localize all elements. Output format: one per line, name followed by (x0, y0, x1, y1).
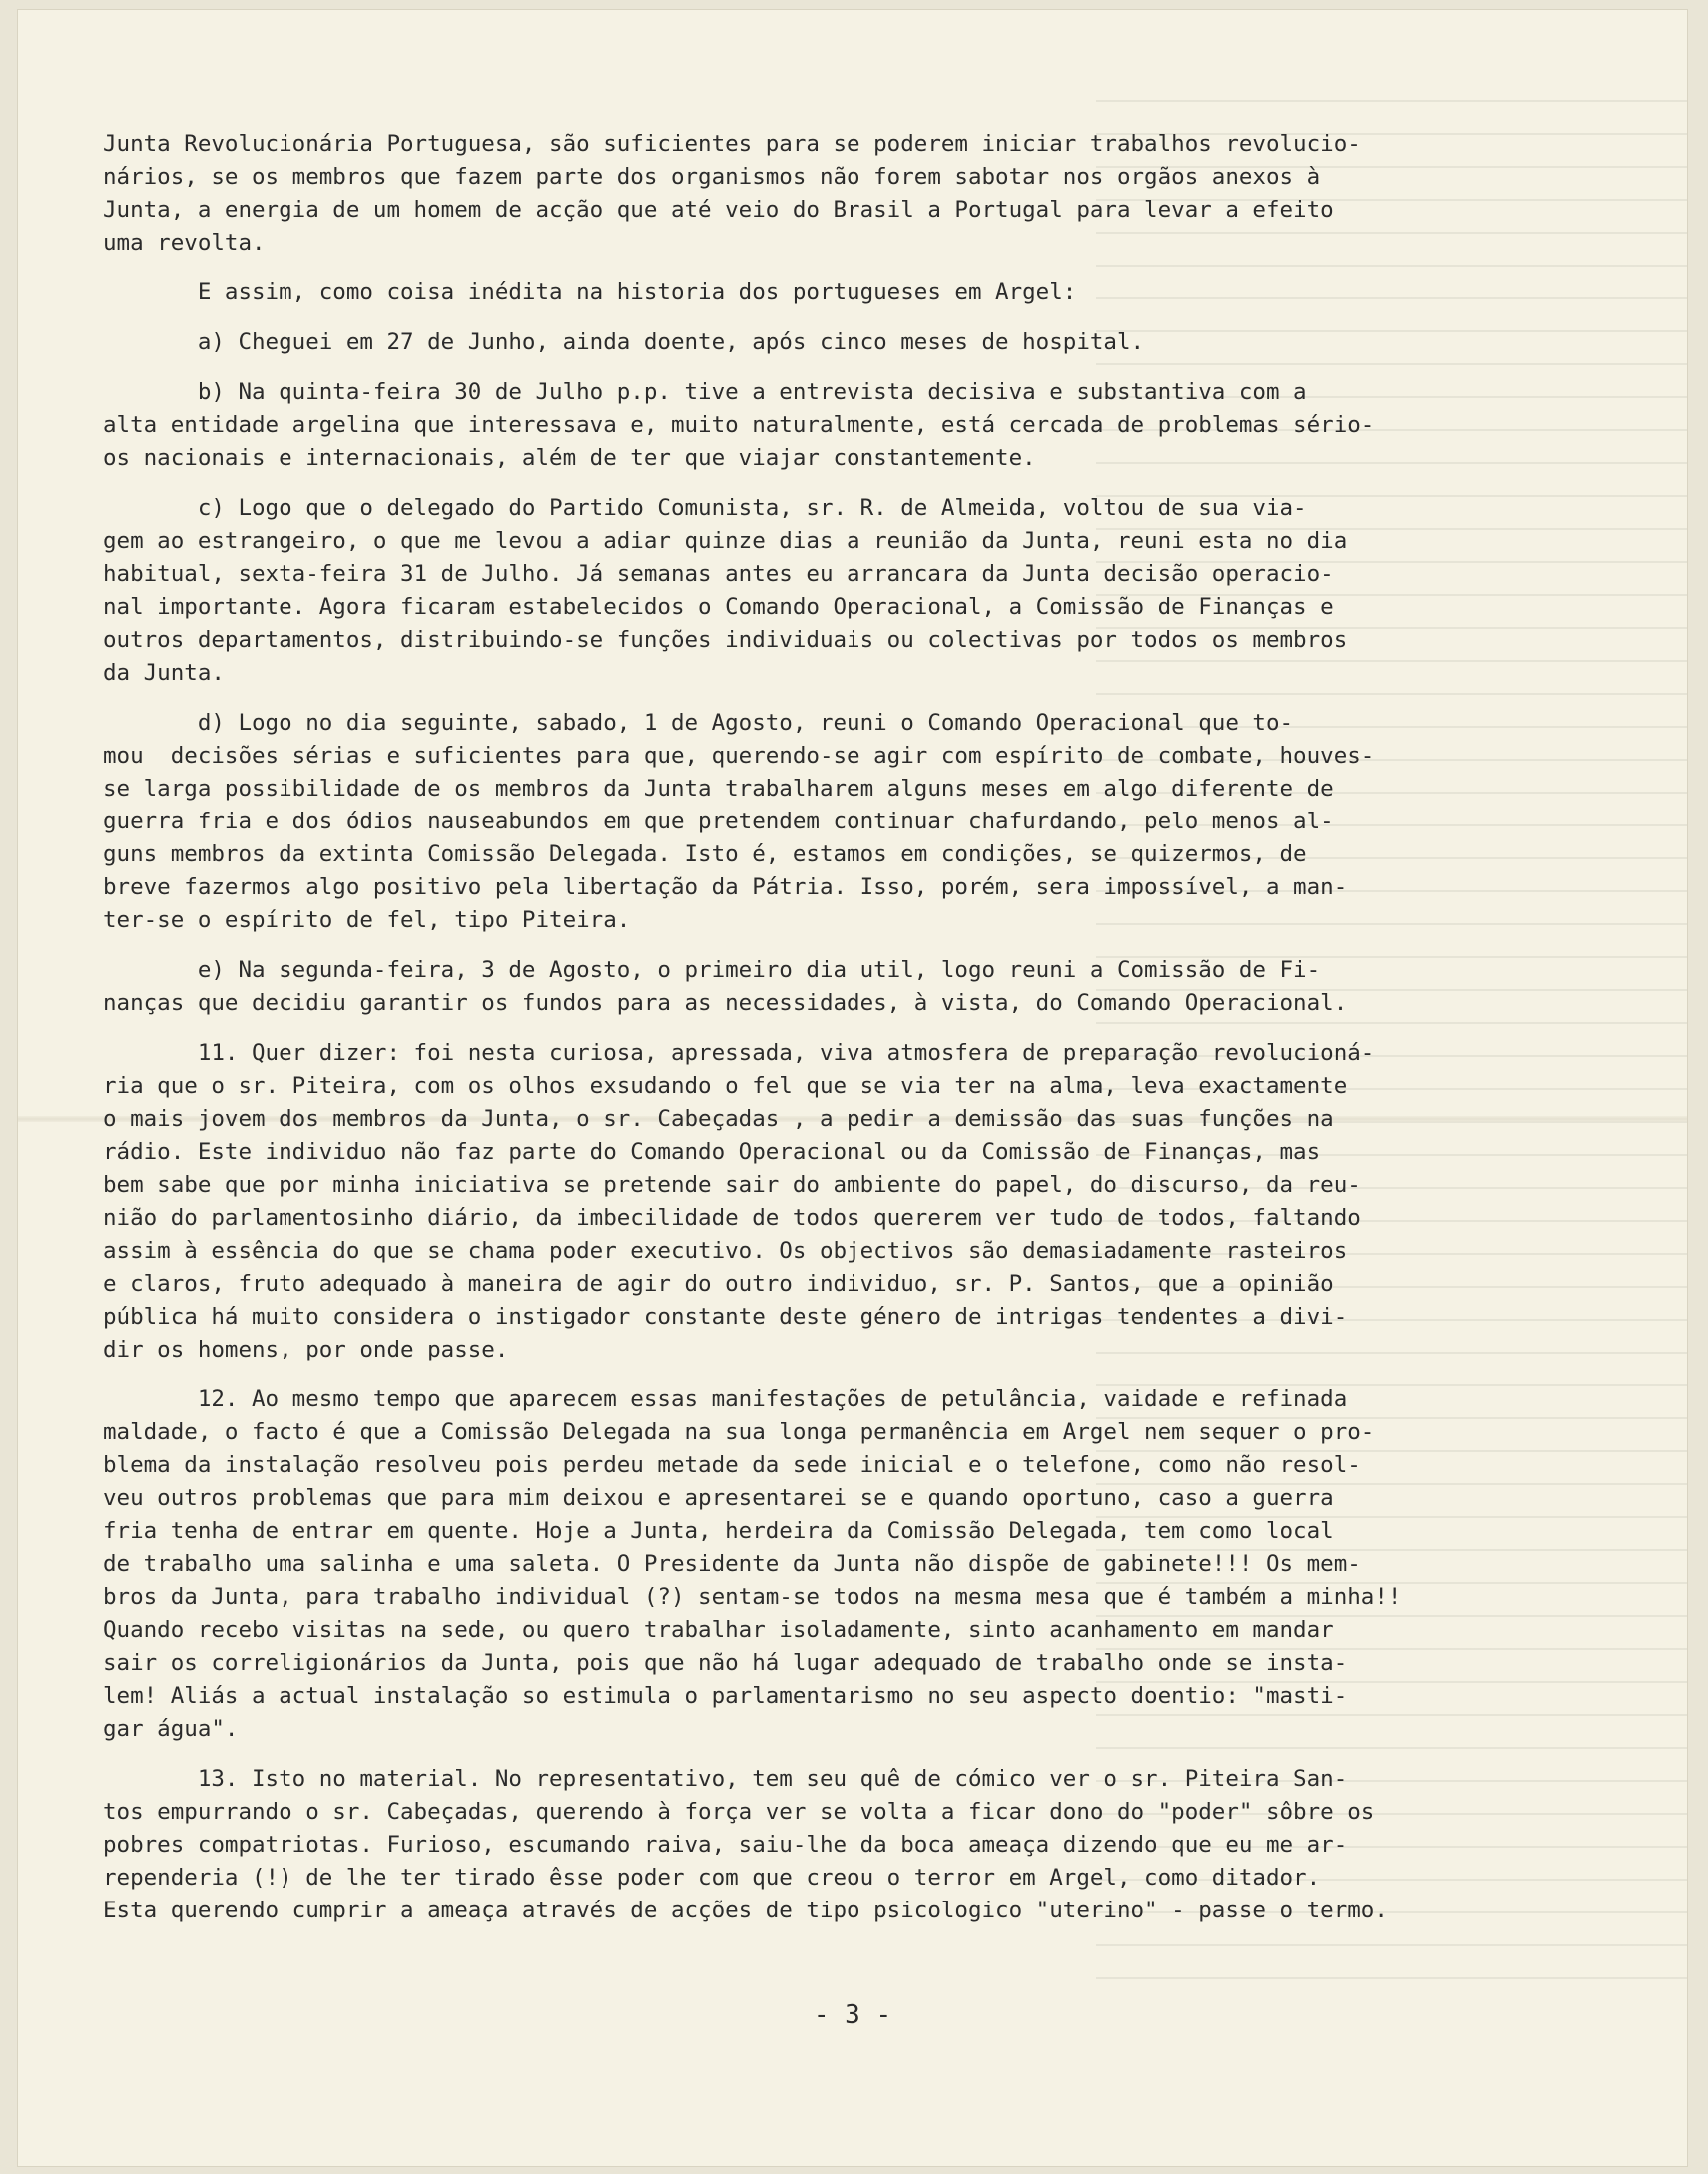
document-body (103, 128, 1610, 1944)
paragraph-e: e) Na segunda-feira, 3 de Agosto, o primeiro dia util, logo reuni a Comissão de Fi- nanças que decidiu garantir os fundos para as necessidades, à vista, do Comando Operacional. (103, 957, 1348, 1016)
page-number: - 3 - (813, 2000, 892, 2030)
paragraph-intro: Junta Revolucionária Portuguesa, são suficientes para se poderem iniciar trabalhos revolucio- nários, se os membros que fazem parte dos organismos não forem sabotar nos orgãos anexos à Junta, a energia de um homem de acção que até veio do Brasil a Portugal para levar a efeito uma revolta. (103, 131, 1361, 256)
paragraph-11: 11. Quer dizer: foi nesta curiosa, apressada, viva atmosfera de preparação revolucioná- ria que o sr. Piteira, com os olhos exsudando o fel que se via ter na alma, leva exactamente o mais jovem dos membros da Junta, o sr. Cabeçadas , a pedir a demissão das suas funções na rádio. Este individuo não faz parte do Comando Operacional ou da Comissão de Finanças, mas bem sabe que por minha iniciativa se pretende sair do ambiente do papel, do discurso, da reu- nião do parlamentosinho diário, da imbecilidade de todos quererem ver tudo de todos, faltando assim à essência do que se chama poder executivo. Os objectivos são demasiadamente rasteiros e claros, fruto adequado à maneira de agir do outro individuo, sr. P. Santos, que a opinião pública há muito considera o instigador constante deste género de intrigas tendentes a divi- dir os homens, por onde passe. (103, 1040, 1375, 1362)
paragraph-c: c) Logo que o delegado do Partido Comunista, sr. R. de Almeida, voltou de sua via- gem ao estrangeiro, o que me levou a adiar quinze dias a reunião da Junta, reuni esta no dia habitual, sexta-feira 31 de Julho. Já semanas antes eu arrancara da Junta decisão operacio- nal importante. Agora ficaram estabelecidos o Comando Operacional, a Comissão de Finanças e outros departamentos, distribuindo-se funções individuais ou colectivas por todos os membros da Junta. (103, 495, 1348, 686)
paragraph-argel: E assim, como coisa inédita na historia dos portugueses em Argel: (103, 279, 1077, 305)
document-page (18, 10, 1687, 2166)
paragraph-b: b) Na quinta-feira 30 de Julho p.p. tive a entrevista decisiva e substantiva com a alta entidade argelina que interessava e, muito naturalmente, está cercada de problemas sério- os nacionais e internacionais, além de ter que viajar constantemente. (103, 379, 1375, 471)
paragraph-a: a) Cheguei em 27 de Junho, ainda doente, após cinco meses de hospital. (103, 329, 1145, 355)
paragraph-13: 13. Isto no material. No representativo, tem seu quê de cómico ver o sr. Piteira San- tos empurrando o sr. Cabeçadas, querendo à força ver se volta a ficar dono do "poder" sôbre os pobres compatriotas. Furioso, escumando raiva, saiu-lhe da boca ameaça dizendo que eu me ar- rependeria (!) de lhe ter tirado êsse poder com que creou o terror em Argel, como ditador. Esta querendo cumprir a ameaça através de acções de tipo psicologico "uterino" - passe o termo. (103, 1766, 1388, 1923)
paragraph-d: d) Logo no dia seguinte, sabado, 1 de Agosto, reuni o Comando Operacional que to- mou decisões sérias e suficientes para que, querendo-se agir com espírito de combate, houves- se larga possibilidade de os membros da Junta trabalharem alguns meses em algo diferente de guerra fria e dos ódios nauseabundos em que pretendem continuar chafurdando, pelo menos al- guns membros da extinta Comissão Delegada. Isto é, estamos em condições, se quizermos, de breve fazermos algo positivo pela libertação da Pátria. Isso, porém, sera impossível, a man- ter-se o espírito de fel, tipo Piteira. (103, 710, 1375, 933)
paragraph-12: 12. Ao mesmo tempo que aparecem essas manifestações de petulância, vaidade e refinada maldade, o facto é que a Comissão Delegada na sua longa permanência em Argel nem sequer o pro- blema da instalação resolveu pois perdeu metade da sede inicial e o telefone, como não resol- veu outros problemas que para mim deixou e apresentarei se e quando oportuno, caso a guerra fria tenha de entrar em quente. Hoje a Junta, herdeira da Comissão Delegada, tem como local de trabalho uma salinha e uma saleta. O Presidente da Junta não dispõe de gabinete!!! Os mem- bros da Junta, para trabalho individual (?) sentam-se todos na mesma mesa que é também a minha!! Quando recebo visitas na sede, ou quero trabalhar isoladamente, sinto acanhamento em mandar sair os correligionários da Junta, pois que não há lugar adequado de trabalho onde se insta- lem! Aliás a actual instalação so estimula o parlamentarismo no seu aspecto doentio: "masti- gar água". (103, 1386, 1402, 1742)
